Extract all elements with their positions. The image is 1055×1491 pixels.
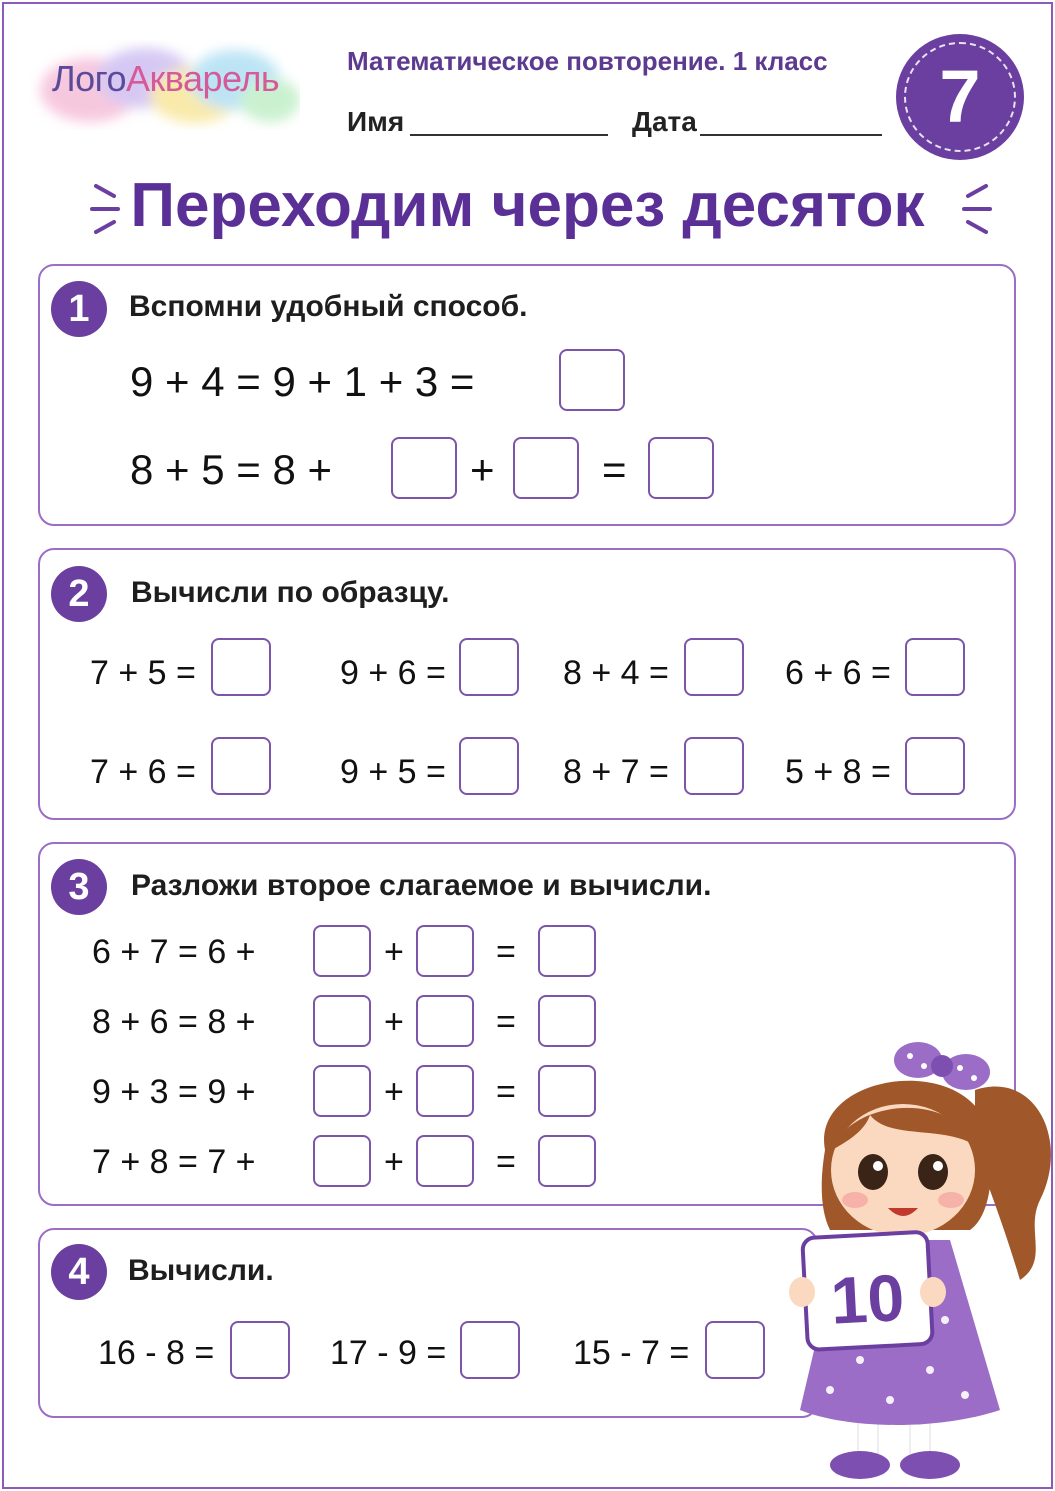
card-number: 10 (828, 1260, 907, 1338)
shoe-icon (900, 1451, 960, 1479)
task-4-number: 4 (51, 1244, 107, 1300)
logo-text-part1: Лого (52, 58, 127, 99)
task-3-answer-box[interactable] (416, 925, 474, 977)
task-4-answer-box[interactable] (460, 1321, 520, 1379)
task-3-equation: 9 + 3 = 9 + (92, 1073, 256, 1111)
task-1-equals: = (602, 446, 627, 493)
task-2-answer-box[interactable] (684, 737, 744, 795)
task-4-box (38, 1228, 818, 1418)
task-1-answer-box[interactable] (648, 437, 714, 499)
task-2-box (38, 548, 1016, 820)
task-3-equals: = (496, 1073, 516, 1111)
task-3-equation: 7 + 8 = 7 + (92, 1143, 256, 1181)
task-3-answer-box[interactable] (313, 925, 371, 977)
task-4-example: 16 - 8 = (98, 1334, 215, 1372)
task-2-example: 6 + 6 = (785, 654, 891, 692)
task-3-instruction: Разложи второе слагаемое и вычисли. (131, 869, 712, 902)
task-4-example: 17 - 9 = (330, 1334, 447, 1372)
task-3-equation: 6 + 7 = 6 + (92, 933, 256, 971)
task-3-number: 3 (51, 859, 107, 915)
task-2-example: 9 + 5 = (340, 753, 446, 791)
task-3-plus: + (384, 1073, 404, 1111)
page-title: Переходим через десяток (130, 171, 925, 240)
task-2-answer-box[interactable] (905, 737, 965, 795)
task-2-answer-box[interactable] (211, 638, 271, 696)
task-1-answer-box[interactable] (559, 349, 625, 411)
task-2-example: 9 + 6 = (340, 654, 446, 692)
sheet-title: Математическое повторение. 1 класс (347, 46, 828, 76)
task-3-plus: + (384, 1003, 404, 1041)
task-2-example: 7 + 6 = (90, 753, 196, 791)
task-1-answer-box[interactable] (391, 437, 457, 499)
task-1-box (38, 264, 1016, 526)
task-2-example: 8 + 4 = (563, 654, 669, 692)
sparkle-right-icon (948, 178, 998, 238)
task-2-answer-box[interactable] (211, 737, 271, 795)
task-3-answer-box[interactable] (416, 1065, 474, 1117)
name-field[interactable] (410, 134, 608, 136)
task-3-answer-box[interactable] (538, 925, 596, 977)
date-label: Дата (632, 106, 697, 137)
task-3-equals: = (496, 933, 516, 971)
task-2-answer-box[interactable] (684, 638, 744, 696)
name-label: Имя (347, 106, 405, 137)
task-1-instruction: Вспомни удобный способ. (129, 290, 528, 323)
task-4-answer-box[interactable] (230, 1321, 290, 1379)
task-3-answer-box[interactable] (538, 1135, 596, 1187)
task-3-equation: 8 + 6 = 8 + (92, 1003, 256, 1041)
sheet-number-badge (896, 34, 1024, 160)
task-1-equation-2: 8 + 5 = 8 + (130, 446, 333, 493)
task-2-number: 2 (51, 566, 107, 622)
task-3-answer-box[interactable] (313, 1065, 371, 1117)
sheet-number: 7 (939, 55, 981, 138)
task-3-answer-box[interactable] (313, 995, 371, 1047)
task-3-answer-box[interactable] (416, 995, 474, 1047)
number-card (802, 1232, 933, 1350)
task-4-answer-box[interactable] (705, 1321, 765, 1379)
task-4-instruction: Вычисли. (128, 1254, 274, 1287)
logo-text-part2: Акварель (126, 58, 280, 99)
task-2-example: 8 + 7 = (563, 753, 669, 791)
task-2-example: 5 + 8 = (785, 753, 891, 791)
task-1-answer-box[interactable] (513, 437, 579, 499)
task-1-plus: + (470, 446, 495, 493)
logo-text (52, 58, 279, 100)
task-2-answer-box[interactable] (459, 737, 519, 795)
task-2-answer-box[interactable] (459, 638, 519, 696)
task-4-example: 15 - 7 = (573, 1334, 690, 1372)
task-2-answer-box[interactable] (905, 638, 965, 696)
logo (30, 30, 300, 130)
shoe-icon (830, 1451, 890, 1479)
task-1-equation-1: 9 + 4 = 9 + 1 + 3 = (130, 358, 475, 405)
task-3-plus: + (384, 933, 404, 971)
task-2-instruction: Вычисли по образцу. (131, 576, 450, 609)
girl-illustration (770, 1030, 1055, 1490)
task-3-equals: = (496, 1143, 516, 1181)
task-3-answer-box[interactable] (416, 1135, 474, 1187)
task-2-example: 7 + 5 = (90, 654, 196, 692)
date-field[interactable] (700, 134, 882, 136)
task-3-answer-box[interactable] (538, 995, 596, 1047)
task-3-plus: + (384, 1143, 404, 1181)
hand-icon (789, 1277, 815, 1307)
task-1-number: 1 (51, 281, 107, 337)
task-3-equals: = (496, 1003, 516, 1041)
hand-icon (920, 1277, 946, 1307)
task-3-answer-box[interactable] (538, 1065, 596, 1117)
task-3-answer-box[interactable] (313, 1135, 371, 1187)
